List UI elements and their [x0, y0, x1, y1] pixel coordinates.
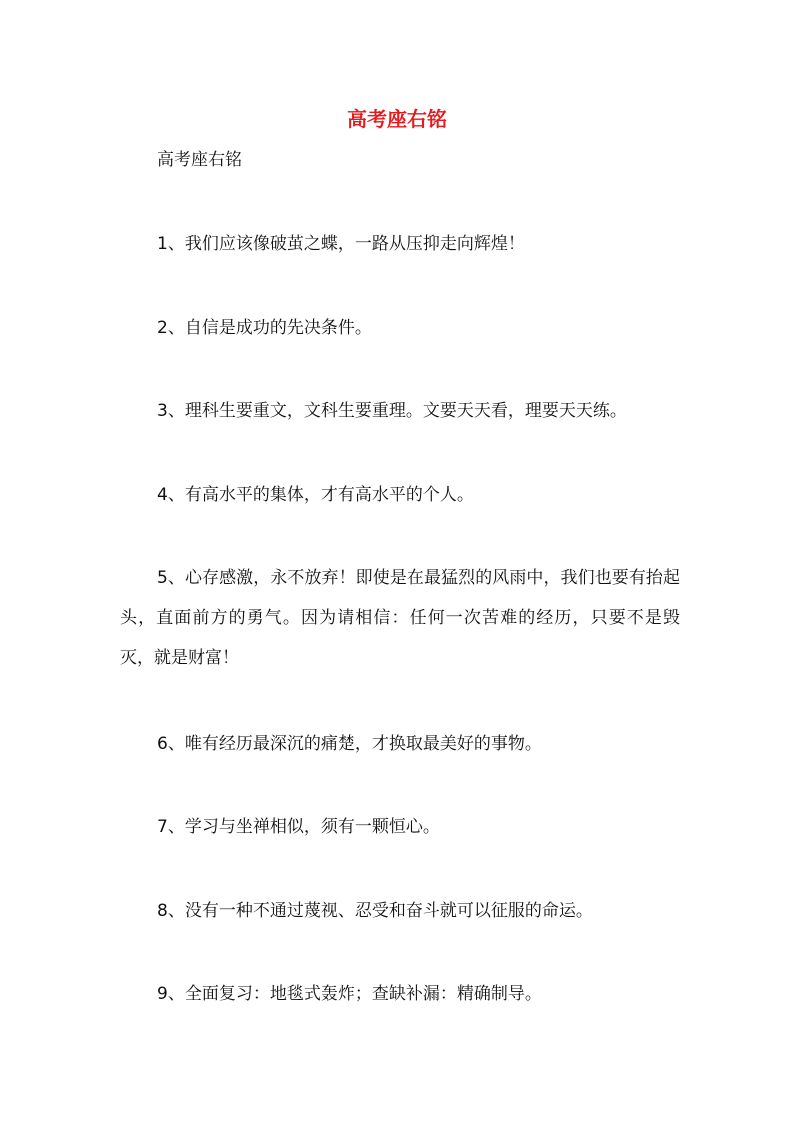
- document-subtitle: 高考座右铭: [157, 150, 242, 170]
- list-item: 4、有高水平的集体，才有高水平的个人。: [157, 485, 474, 505]
- list-item: 8、没有一种不通过蔑视、忍受和奋斗就可以征服的命运。: [157, 901, 593, 921]
- document-title: 高考座右铭: [347, 107, 447, 131]
- list-item: 2、自信是成功的先决条件。: [157, 318, 372, 338]
- list-item: 9、全面复习：地毯式轰炸；查缺补漏：精确制导。: [157, 984, 542, 1004]
- list-item: 3、理科生要重文，文科生要重理。文要天天看，理要天天练。: [157, 401, 627, 421]
- list-item: 5、心存感激，永不放弃！即使是在最猛烈的风雨中，我们也要有抬起头，直面前方的勇气。因为请相信：任何一次苦难的经历，只要不是毁灭，就是财富！: [120, 568, 680, 668]
- list-item: 1、我们应该像破茧之蝶，一路从压抑走向辉煌！: [157, 234, 525, 254]
- list-item: 6、唯有经历最深沉的痛楚，才换取最美好的事物。: [157, 734, 542, 754]
- list-item: 7、学习与坐禅相似，须有一颗恒心。: [157, 817, 440, 837]
